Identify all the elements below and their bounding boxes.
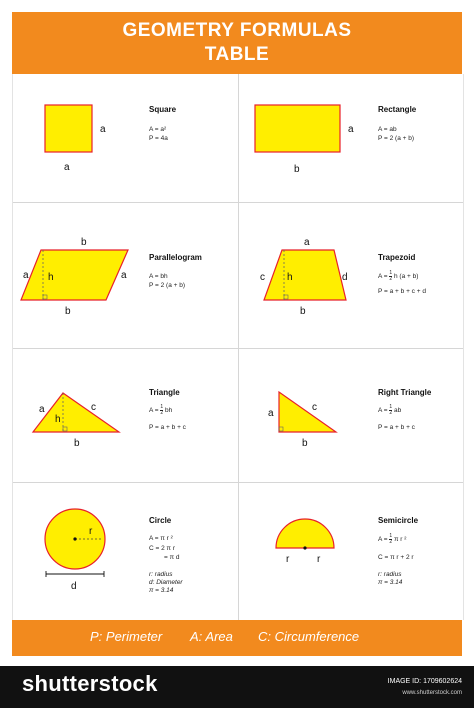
parallelogram-diagram [13,202,148,348]
square-cell [13,74,238,202]
stock-footer-bar [0,666,474,708]
triangle-side-a-label: a [39,404,45,415]
right-triangle-side-c-label: c [312,402,317,413]
right-triangle-area-formula: A = $\frac{1}{2}$ ab [378,404,402,416]
triangle-diagram [13,348,148,482]
semicircle-title: Semicircle [378,516,419,525]
right-triangle-side-b-label: b [302,438,308,449]
circle-circumference-formula: C = 2 π r [149,545,175,552]
triangle-cell [13,348,238,482]
title-line-2: TABLE [204,44,270,65]
semicircle-diagram [238,482,378,620]
circle-cell [13,482,238,620]
semicircle-radius-label: r [317,554,321,565]
trapezoid-side-b-label: b [300,306,306,317]
right-triangle-perimeter-formula: P = a + b + c [378,424,415,431]
triangle-title: Triangle [149,388,180,397]
circle-radius-label: r [89,526,93,537]
title-line-1: GEOMETRY FORMULAS [122,20,352,41]
legend-circumference: C: Circumference [258,629,360,644]
semicircle-cell [238,482,463,620]
circle-diagram [13,482,148,620]
square-perimeter-formula: P = 4a [149,135,168,142]
triangle-perimeter-formula: P = a + b + c [149,424,186,431]
circle-pi-note: π = 3.14 [149,587,174,594]
trapezoid-side-d-label: d [342,272,348,283]
semicircle-radius-label: r [286,554,290,565]
right-triangle-cell [238,348,463,482]
title-banner [12,12,462,74]
rectangle-area-formula: A = ab [378,126,397,133]
square-side-label: a [64,162,70,173]
parallelogram-side-a-label: a [121,270,127,281]
parallelogram-perimeter-formula: P = 2 (a + b) [149,282,186,289]
square-title: Square [149,105,177,114]
rectangle-cell [238,74,463,202]
triangle-height-label: h [55,414,61,425]
legend-banner [12,620,462,656]
image-id: IMAGE ID: 1709602624 [387,678,462,685]
right-triangle-title: Right Triangle [378,388,432,397]
shutterstock-logo: shutterstock [22,671,158,696]
trapezoid-area-formula: A = $\frac{1}{2}$ h (a + b) [378,270,419,282]
parallelogram-title: Parallelogram [149,253,202,262]
circle-diameter-note: d: Diameter [149,579,183,586]
legend-area: A: Area [190,629,233,644]
parallelogram-cell [13,202,238,348]
semicircle-circumference-formula: C = π r + 2 r [378,554,414,561]
trapezoid-side-a-label: a [304,237,310,248]
square-diagram [13,74,143,202]
rectangle-perimeter-formula: P = 2 (a + b) [378,135,415,142]
triangle-side-b-label: b [74,438,80,449]
square-side-label: a [100,124,106,135]
site-url: www.shutterstock.com [402,690,462,696]
trapezoid-perimeter-formula: P = a + b + c + d [378,288,426,295]
parallelogram-side-b-label: b [81,237,87,248]
triangle-area-formula: A = $\frac{1}{2}$ bh [149,404,173,416]
triangle-side-c-label: c [91,402,96,413]
rectangle-side-a-label: a [348,124,354,135]
right-triangle-side-a-label: a [268,408,274,419]
right-triangle-diagram [238,348,378,482]
formula-grid [12,74,464,620]
square-area-formula: A = a² [149,126,167,133]
circle-title: Circle [149,516,172,525]
trapezoid-side-c-label: c [260,272,265,283]
rectangle-diagram [238,74,373,202]
semicircle-radius-note: r: radius [378,571,402,578]
circle-circumference-diameter-formula: = π d [164,554,180,561]
circle-radius-note: r: radius [149,571,173,578]
semicircle-pi-note: π = 3.14 [378,579,403,586]
circle-area-formula: A = π r ² [149,535,173,542]
circle-diameter-label: d [71,581,77,592]
parallelogram-side-b-label: b [65,306,71,317]
parallelogram-side-a-label: a [23,270,29,281]
trapezoid-title: Trapezoid [378,253,416,262]
rectangle-side-b-label: b [294,164,300,175]
trapezoid-diagram [238,202,378,348]
rectangle-title: Rectangle [378,105,417,114]
parallelogram-height-label: h [48,272,54,283]
trapezoid-height-label: h [287,272,293,283]
semicircle-area-formula: A = $\frac{1}{2}$ π r ² [378,533,407,545]
trapezoid-cell [238,202,463,348]
legend-perimeter: P: Perimeter [90,629,163,644]
parallelogram-area-formula: A = bh [149,273,168,280]
